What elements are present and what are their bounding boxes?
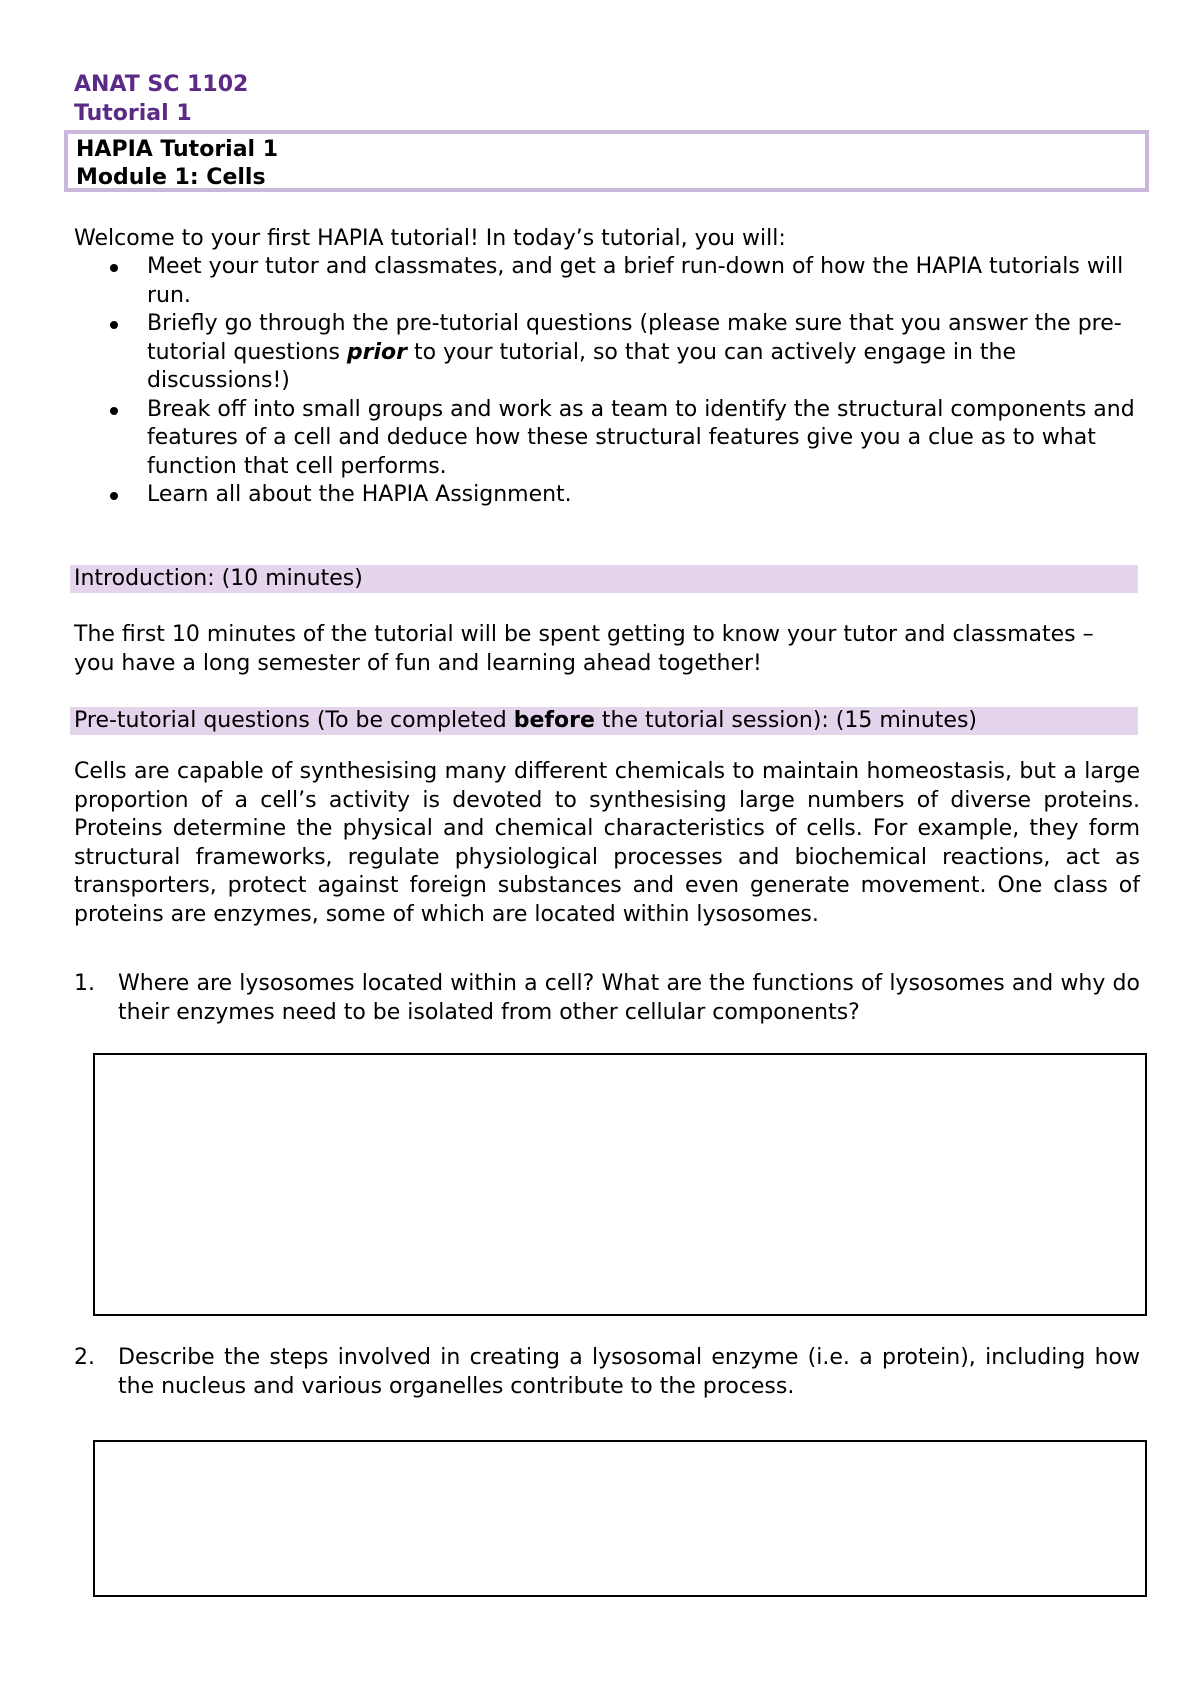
question-number: 1.: [74, 971, 95, 996]
list-item: [74, 396, 1144, 482]
bullet-text: to your tutorial, so that you can actively engage in the discussions!): [147, 339, 1017, 393]
pretutorial-heading: [70, 707, 1138, 735]
answer-box-1[interactable]: [93, 1053, 1147, 1316]
list-item: [74, 481, 1144, 510]
introduction-text: The first 10 minutes of the tutorial will be spent getting to know your tutor and classmates – you have a long semester of fun and learning ahead together!: [74, 622, 1094, 676]
question-1: [74, 970, 1140, 1027]
bullet-text: Briefly go through the pre-tutorial questions (please make sure that you answer the pre-tutorial questions: [147, 311, 1122, 365]
pretutorial-heading-text: Pre-tutorial questions (To be completed: [74, 708, 514, 733]
emphasis-prior: prior: [346, 339, 408, 365]
title-box-subtitle: Module 1: Cells: [76, 165, 266, 190]
question-2: [74, 1344, 1140, 1401]
course-code: ANAT SC 1102: [74, 72, 249, 97]
bullet-text: Meet your tutor and classmates, and get a brief run-down of how the HAPIA tutorials will run.: [147, 254, 1124, 308]
question-number: 2.: [74, 1345, 95, 1370]
introduction-heading: Introduction: (10 minutes): [70, 565, 1138, 593]
title-box-title: HAPIA Tutorial 1: [76, 137, 279, 162]
pretutorial-text: Cells are capable of synthesising many different chemicals to maintain homeostasis, but a large proportion of a cell’s activity is devoted to synthesising large numbers of diverse proteins. Proteins determine the physical and chemical characteristics of cells. For example, they form structural frameworks, regulate physiological processes and biochemical reactions, act as transporters, protect against foreign substances and even generate movement. One class of proteins are enzymes, some of which are located within lysosomes.: [74, 759, 1140, 927]
pretutorial-heading-bold: before: [513, 708, 595, 733]
welcome-bullet-list: [74, 253, 1144, 510]
pretutorial-heading-text-end: the tutorial session): (15 minutes): [594, 708, 978, 733]
list-item: [74, 310, 1144, 396]
bullet-text: Break off into small groups and work as a team to identify the structural components and features of a cell and deduce how these structural features give you a clue as to what function that cell performs.: [147, 396, 1135, 479]
question-text: Where are lysosomes located within a cell? What are the functions of lysosomes and why do their enzymes need to be isolated from other cellular components?: [118, 971, 1140, 1025]
tutorial-number: Tutorial 1: [74, 101, 192, 126]
answer-box-2[interactable]: [93, 1440, 1147, 1597]
bullet-text: Learn all about the HAPIA Assignment.: [147, 482, 572, 507]
question-text: Describe the steps involved in creating a lysosomal enzyme (i.e. a protein), including how the nucleus and various organelles contribute to the process.: [118, 1345, 1140, 1399]
list-item: [74, 253, 1144, 310]
welcome-intro: Welcome to your first HAPIA tutorial! In today’s tutorial, you will:: [74, 226, 786, 251]
title-box: [64, 130, 1149, 192]
